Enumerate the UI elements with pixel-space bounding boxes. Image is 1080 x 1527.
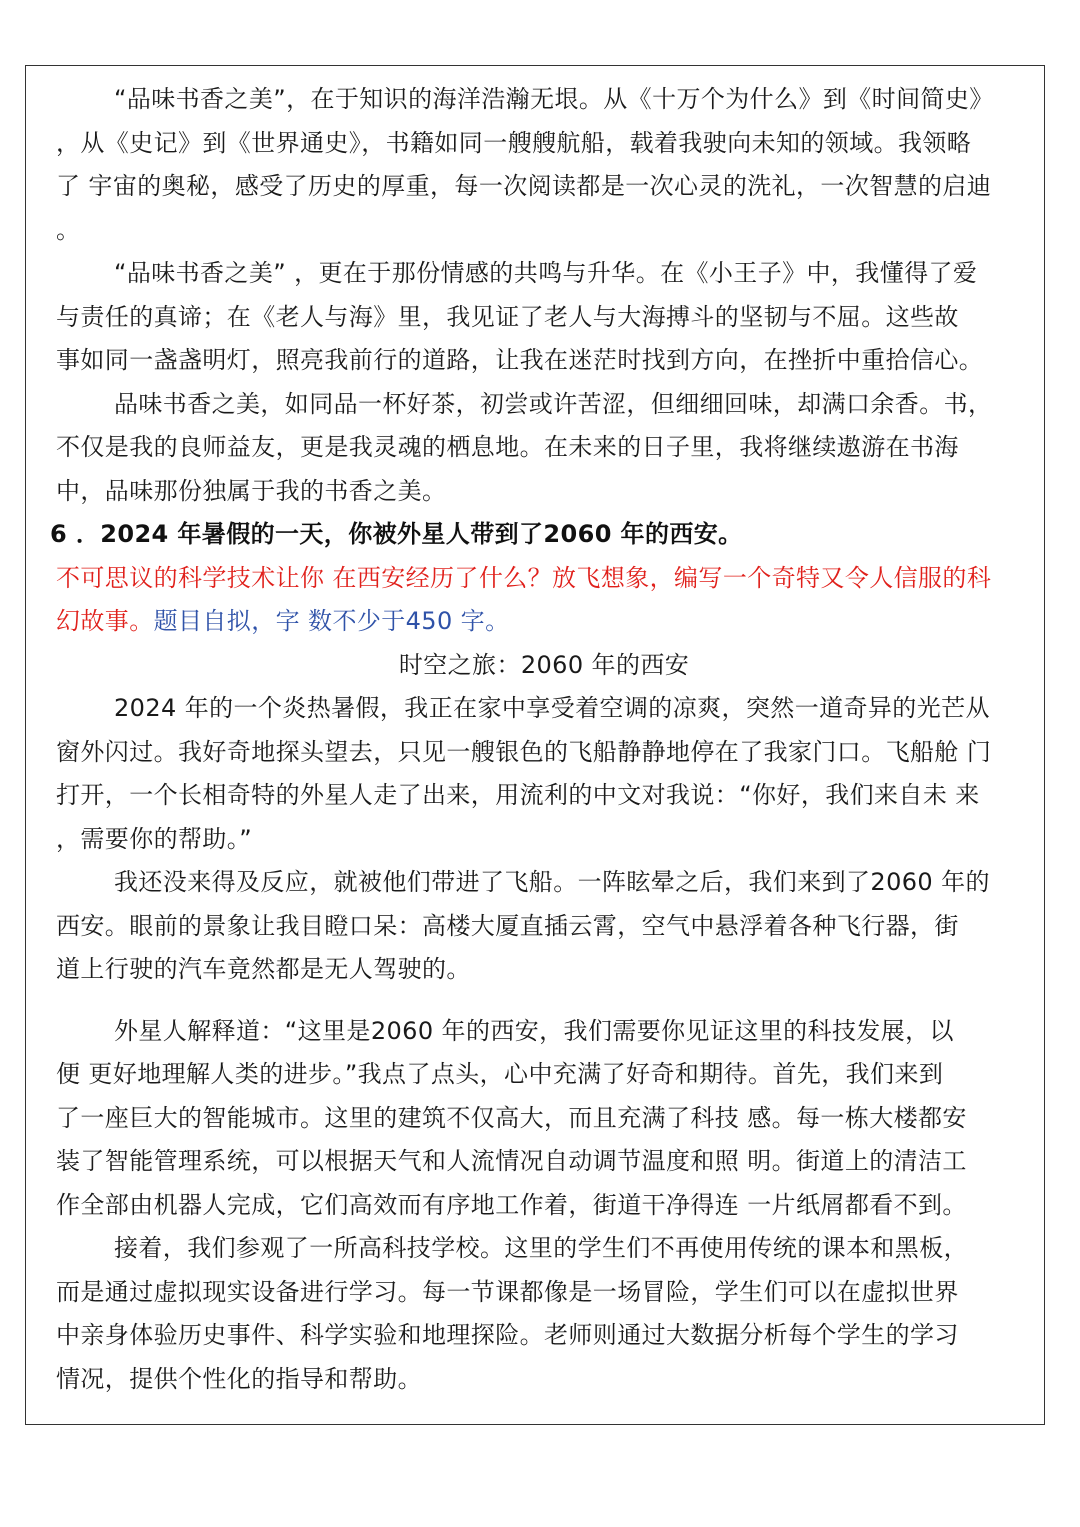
text-line: 与责任的真谛；在《老人与海》里，我见证了老人与大海搏斗的坚韧与不屈。这些故	[56, 302, 959, 331]
reading-paragraph-1	[56, 78, 1032, 252]
text-line: 了 宇宙的奥秘，感受了历史的厚重，每一次阅读都是一次心灵的洗礼，一次智慧的启迪	[56, 172, 992, 200]
text-line: 窗外闪过。我好奇地探头望去，只见一艘银色的飞船静静地停在了我家门口。飞船舱 门	[56, 737, 992, 766]
prompt-blue-text: 题目自拟，字 数不少于450 字。	[153, 607, 510, 635]
essay-paragraph-3	[56, 1010, 1032, 1228]
reading-paragraph-2	[56, 252, 1032, 383]
text-line: 接着，我们参观了一所高科技学校。这里的学生们不再使用传统的课本和黑板，	[114, 1234, 968, 1262]
text-line: ，从《史记》到《世界通史》，书籍如同一艘艘航船，载着我驶向未知的领域。我领略	[56, 128, 972, 157]
text-line: 外星人解释道：“这里是2060 年的西安，我们需要你见证这里的科技发展，以	[114, 1016, 954, 1045]
text-line: 作全部由机器人完成，它们高效而有序地工作着，街道干净得连 一片纸屑都看不到。	[56, 1190, 967, 1219]
document-body	[50, 78, 1032, 1401]
text-line: 我还没来得及反应，就被他们带进了飞船。一阵眩晕之后，我们来到了2060 年的	[114, 868, 990, 896]
prompt-red-line: 不可思议的科学技术让你 在西安经历了什么？放飞想象，编写一个奇特又令人信服的科	[56, 563, 992, 592]
reading-paragraph-3	[56, 383, 1032, 514]
text-line: ，需要你的帮助。”	[56, 824, 253, 853]
text-line: “品味书香之美” ，更在于那份情感的共鸣与升华。在《小王子》中，我懂得了爱	[114, 259, 978, 287]
essay-paragraph-1	[56, 687, 1032, 861]
text-line: 不仅是我的良师益友，更是我灵魂的栖息地。在未来的日子里，我将继续遨游在书海	[56, 433, 959, 461]
text-line: “品味书香之美”，在于知识的海洋浩瀚无垠。从《十万个为什么》到《时间简史》	[114, 85, 994, 113]
text-line: 而是通过虚拟现实设备进行学习。每一节课都像是一场冒险，学生们可以在虚拟世界	[56, 1277, 959, 1306]
text-line: 西安。眼前的景象让我目瞪口呆：高楼大厦直插云霄，空气中悬浮着各种飞行器，街	[56, 911, 959, 940]
text-line: 了一座巨大的智能城市。这里的建筑不仅高大，而且充满了科技 感。每一栋大楼都安	[56, 1103, 967, 1132]
text-line: 道上行驶的汽车竟然都是无人驾驶的。	[56, 955, 471, 983]
text-line: 中亲身体验历史事件、科学实验和地理探险。老师则通过大数据分析每个学生的学习	[56, 1321, 959, 1349]
text-line: 事如同一盏盏明灯，照亮我前行的道路，让我在迷茫时找到方向，在挫折中重拾信心。	[56, 346, 984, 374]
text-line: 装了智能管理系统，可以根据天气和人流情况自动调节温度和照 明。街道上的清洁工	[56, 1147, 967, 1175]
text-line: 。	[56, 215, 81, 244]
text-line: 打开，一个长相奇特的外星人走了出来，用流利的中文对我说：“你好，我们来自未 来	[56, 781, 980, 809]
essay-paragraph-4	[56, 1227, 1032, 1401]
text-line: 情况，提供个性化的指导和帮助。	[56, 1364, 422, 1393]
question-heading: 6 ．2024 年暑假的一天，你被外星人带到了2060 年的西安。	[50, 520, 743, 548]
prompt-red-line: 幻故事。	[56, 607, 154, 635]
paragraph-gap	[56, 992, 1032, 1010]
essay-paragraph-2	[56, 861, 1032, 992]
text-line: 2024 年的一个炎热暑假，我正在家中享受着空调的凉爽，突然一道奇异的光芒从	[114, 694, 990, 722]
text-line: 中，品味那份独属于我的书香之美。	[56, 476, 447, 505]
question-title	[50, 513, 1032, 557]
text-line: 便 更好地理解人类的进步。”我点了点头，心中充满了好奇和期待。首先，我们来到	[56, 1060, 944, 1088]
text-line: 品味书香之美，如同品一杯好茶，初尝或许苦涩，但细细回味，却满口余香。书，	[114, 389, 993, 418]
essay-title: 时空之旅：2060 年的西安	[398, 650, 690, 679]
question-prompt	[56, 557, 1032, 644]
